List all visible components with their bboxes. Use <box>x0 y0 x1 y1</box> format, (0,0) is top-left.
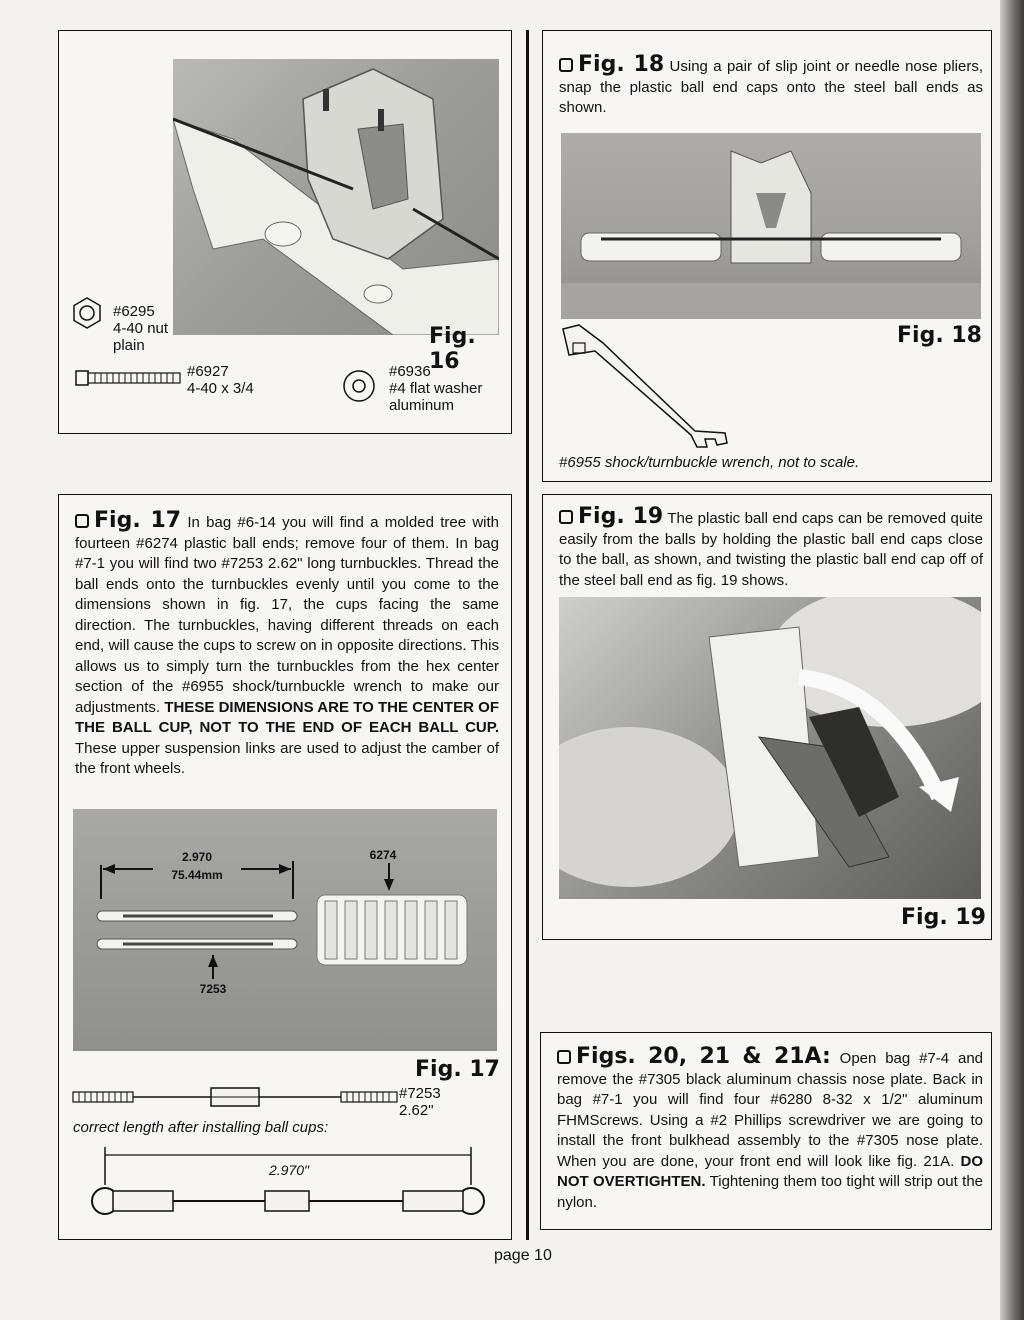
fig20-box <box>540 1032 992 1230</box>
fig20-text: Open bag #7-4 and remove the #7305 black aluminum chassis nose plate. Back in bag #7-1 you will find four #6280 8-32 x 1/2" aluminum FHMScrews. Using a #2 Phillips screwdriver we are going to install the front bulkhead assembly to the #7305 nose plate. When you are done, your front end will look like fig. 21A. <box>557 1050 983 1170</box>
part-number: #7253 <box>399 1085 441 1102</box>
fig17-box <box>58 494 512 1240</box>
part-6936 <box>389 363 482 414</box>
fig17-turnbuckle-photo <box>73 809 497 1051</box>
checkbox-icon[interactable] <box>559 510 573 524</box>
fig16-photo <box>173 59 499 335</box>
assembled-length: 2.970" <box>268 1162 310 1178</box>
page-edge-shadow <box>1000 0 1024 1320</box>
checkbox-icon[interactable] <box>559 58 573 72</box>
fig18-box <box>542 30 992 482</box>
fig17-instructions <box>75 508 500 780</box>
fig19-heading: Fig. 19 <box>578 504 664 529</box>
photo-dim-inches: 2.970 <box>181 850 213 864</box>
fig17-warning: THESE DIMENSIONS ARE TO THE CENTER OF THE BALL CUP, NOT TO THE END OF EACH BALL CUP. <box>75 698 500 736</box>
fig17-photo <box>73 809 497 1051</box>
fig19-pliers-photo <box>559 597 981 899</box>
part-length: 2.62" <box>399 1102 434 1119</box>
fig18-text: Using a pair of slip joint or needle nose pliers, snap the plastic ball end caps onto the steel ball ends as shown. <box>559 58 983 116</box>
screw-icon <box>75 369 183 387</box>
photo-part-7253: 7253 <box>199 982 227 996</box>
fig17-label: Fig. 17 <box>415 1057 500 1082</box>
part-6927 <box>187 363 254 397</box>
fig18-caption: #6955 shock/turnbuckle wrench, not to scale. <box>559 454 860 471</box>
fig19-photo <box>559 597 981 899</box>
fig20-warning: DO NOT OVERTIGHTEN. <box>557 1152 983 1190</box>
fig17-caption: correct length after installing ball cups: <box>73 1119 329 1136</box>
part-6295 <box>113 303 168 354</box>
part-number: #6936 <box>389 363 431 380</box>
part-number: #6295 <box>113 303 155 320</box>
column-divider <box>526 30 529 1240</box>
fig17-text: In bag #6-14 you will find a molded tree with fourteen #6274 plastic ball ends; remove four of them. In bag #7-1 you will find two #7253 2.62" long turnbuckles. Thread the ball ends onto the turnbuckles evenly until you come to the dimensions shown in fig. 17, the cups facing the same direction. The turnbuckles, having different threads on each end, will cause the cups to screw on in opposite directions. This allows us to simply turn the turnbuckles from the hex center section of the #6955 shock/turnbuckle wrench to make our adjustments. <box>75 514 499 716</box>
hex-nut-icon <box>69 295 105 331</box>
wrench-drawing <box>555 321 755 451</box>
fig18-instructions <box>559 52 983 119</box>
fig17-tail-text: These upper suspension links are used to adjust the camber of the front wheels. <box>75 739 499 777</box>
turnbuckle-part <box>399 1085 441 1119</box>
page-number: page 10 <box>494 1247 552 1264</box>
part-desc: aluminum <box>389 397 455 414</box>
part-desc: #4 flat washer <box>389 380 483 397</box>
fig19-label: Fig. 19 <box>901 905 986 930</box>
checkbox-icon[interactable] <box>75 514 89 528</box>
fig19-box <box>542 494 992 940</box>
fig18-photo <box>561 133 981 319</box>
fig17-heading: Fig. 17 <box>94 508 182 533</box>
checkbox-icon[interactable] <box>557 1050 571 1064</box>
assembled-link-drawing <box>89 1143 489 1223</box>
photo-dim-mm: 75.44mm <box>171 868 223 882</box>
fig16-box <box>58 30 512 434</box>
fig18-heading: Fig. 18 <box>578 52 665 77</box>
turnbuckle-drawing <box>71 1087 401 1111</box>
part-desc: 4-40 nut <box>113 320 169 337</box>
part-number: #6927 <box>187 363 229 380</box>
washer-icon <box>341 368 377 404</box>
fig16-parts-illustration <box>173 59 499 335</box>
fig20-tail-text: Tightening them too tight will strip out the nylon. <box>557 1173 984 1211</box>
fig20-instructions <box>557 1044 984 1213</box>
fig19-instructions <box>559 504 983 591</box>
fig18-parts-illustration <box>561 133 981 319</box>
fig18-label: Fig. 18 <box>897 323 982 348</box>
fig16-label: Fig. 16 <box>429 324 476 374</box>
fig20-heading: Figs. 20, 21 & 21A: <box>576 1044 831 1069</box>
fig19-text: The plastic ball end caps can be removed quite easily from the balls by holding the plastic ball end caps close to the ball, as shown, and twisting the plastic ball end cap off of the steel ball end as fig. 19 shows. <box>559 510 983 589</box>
part-desc: 4-40 x 3/4 <box>187 380 254 397</box>
part-desc: plain <box>113 337 145 354</box>
photo-part-6274: 6274 <box>369 848 397 862</box>
